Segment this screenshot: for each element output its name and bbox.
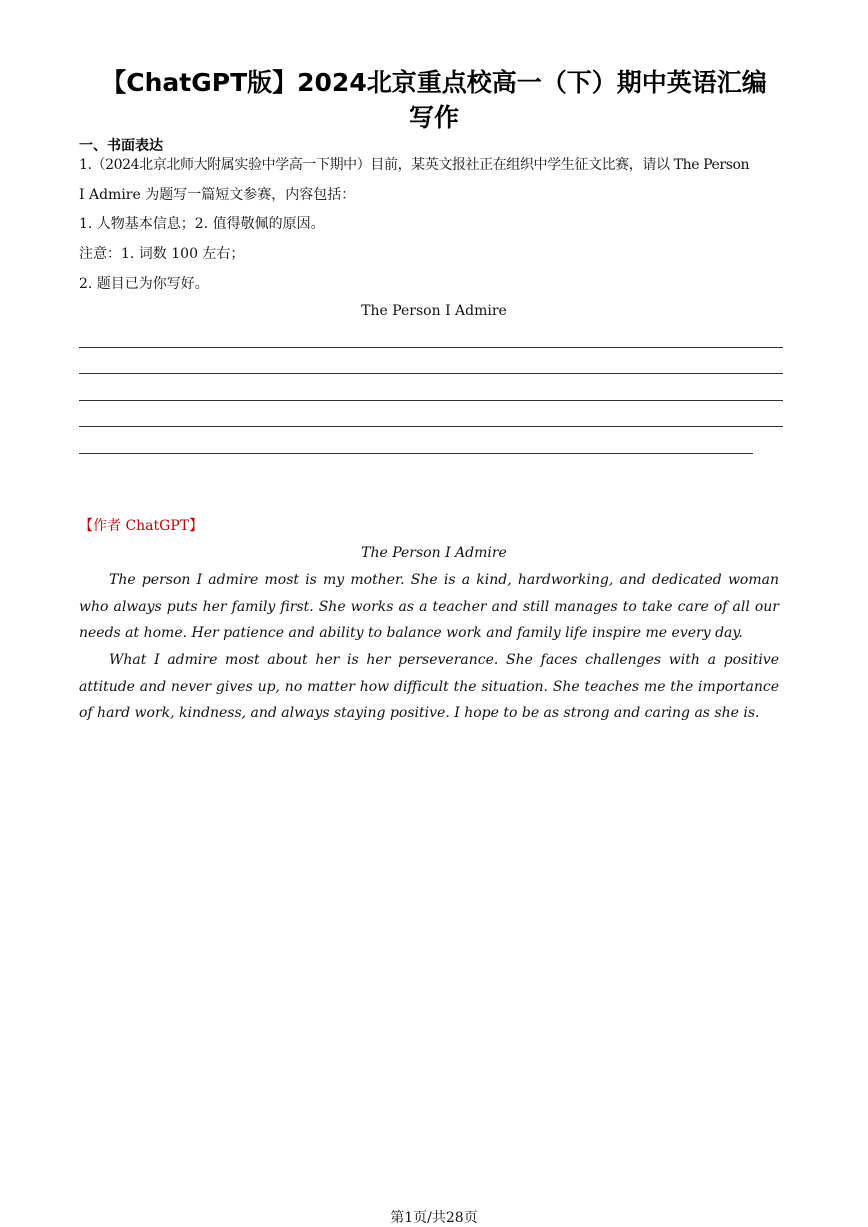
- document-title: 【ChatGPT版】2024北京重点校高一（下）期中英语汇编: [101, 68, 767, 97]
- page-indicator: 第1页/共28页: [390, 1210, 478, 1226]
- answer-line: [79, 400, 783, 401]
- answer-line: [79, 426, 783, 427]
- essay-title: The Person I Admire: [361, 545, 507, 561]
- question-line-1: 1.（2024北京北师大附属实验中学高一下期中）目前，某英文报社正在组织中学生征文比赛，请以 The Person: [79, 157, 750, 173]
- section-heading: 一、书面表达: [79, 138, 163, 154]
- answer-line: [79, 453, 753, 454]
- answer-line: [79, 373, 783, 374]
- author-tag: 【作者 ChatGPT】: [79, 518, 204, 534]
- answer-line: [79, 347, 783, 348]
- question-note-1: 注意：1. 词数 100 左右；: [79, 246, 245, 262]
- question-line-2: I Admire 为题写一篇短文参赛，内容包括：: [79, 187, 356, 203]
- question-requirements: 1. 人物基本信息；2. 值得敬佩的原因。: [79, 216, 325, 232]
- essay-paragraph-1: The person I admire most is my mother. She is a kind, hardworking, and dedicated woman who always puts her family first. She works as a teacher and still manages to take care of all our needs at home. Her patience and ability to balance work and family life inspire me every day.: [79, 572, 779, 641]
- prompt-title: The Person I Admire: [361, 303, 507, 319]
- question-note-2: 2. 题目已为你写好。: [79, 276, 209, 292]
- essay-paragraph-2: What I admire most about her is her perseverance. She faces challenges with a positive attitude and never gives up, no matter how difficult the situation. She teaches me the importance of hard work, kindness, and always staying positive. I hope to be as strong and caring as she is.: [79, 652, 779, 721]
- document-subtitle: 写作: [408, 103, 459, 132]
